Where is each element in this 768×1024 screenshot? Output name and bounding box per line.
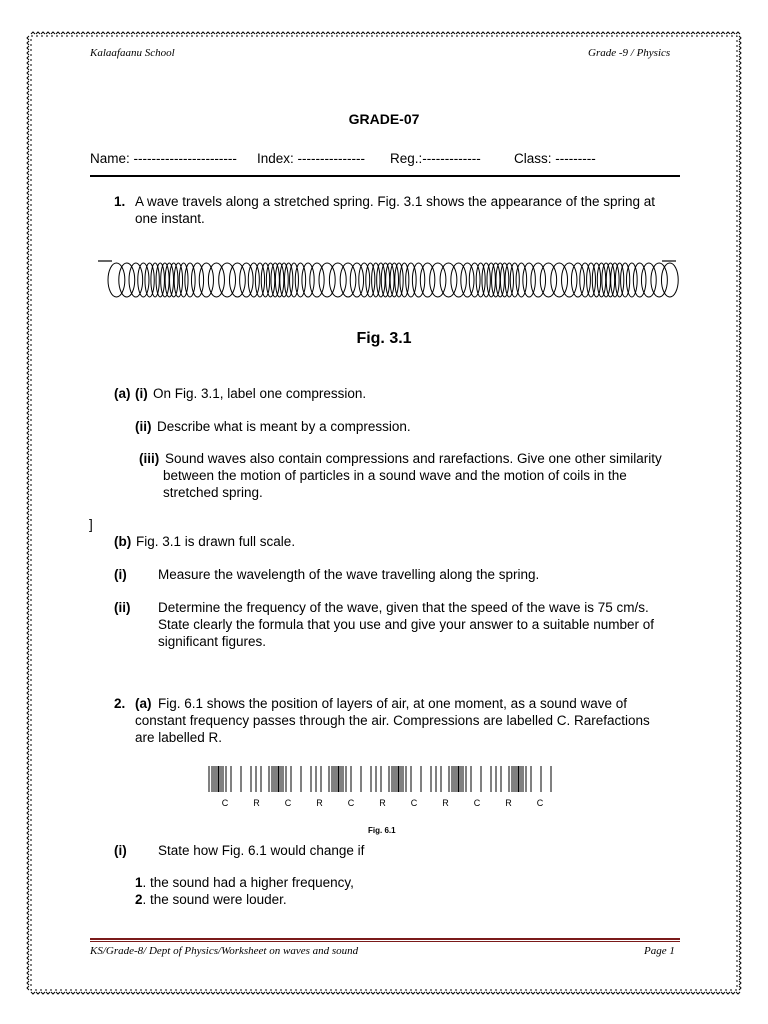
page-title: GRADE-07 — [348, 111, 420, 127]
q1-text-line1: A wave travels along a stretched spring. Fig. 3.1 shows the appearance of the spring at — [135, 194, 656, 209]
layer-label: C — [536, 798, 544, 808]
q2-item-1 — [135, 874, 354, 891]
q1b-ii-line1: Determine the frequency of the wave, given that the speed of the wave is 75 cm/s. — [158, 600, 649, 615]
name-field: Name: ----------------------- — [90, 151, 237, 166]
layer-label: C — [284, 798, 292, 808]
q1a-ii-label: (ii) — [135, 419, 152, 434]
q1a-i-label: (i) — [135, 386, 148, 401]
q1a-i-text: On Fig. 3.1, label one compression. — [153, 386, 367, 401]
q2-item-1-text: . the sound had a higher frequency, — [142, 875, 354, 890]
q1a-iii-label: (iii) — [139, 451, 160, 466]
q1a-iii-line1: Sound waves also contain compressions and rarefactions. Give one other similarity — [165, 451, 662, 466]
layer-label: R — [442, 798, 449, 808]
q1a-iii-line2: between the motion of particles in a sound wave and the motion of coils in the — [163, 468, 627, 483]
index-field: Index: --------------- — [257, 151, 365, 166]
footer-rule-top — [90, 938, 680, 940]
q1-text-line2: one instant. — [135, 211, 205, 226]
q1a-ii-text: Describe what is meant by a compression. — [157, 419, 411, 434]
layer-label: R — [316, 798, 323, 808]
q2-i-text: State how Fig. 6.1 would change if — [158, 843, 365, 858]
reg-field: Reg.:------------- — [390, 151, 481, 166]
layer-label: C — [221, 798, 229, 808]
footer-page: Page 1 — [644, 945, 675, 957]
grade-subject: Grade -9 / Physics — [588, 47, 671, 59]
q1b-ii-label: (ii) — [114, 600, 131, 615]
footer-rule-bottom — [90, 941, 680, 942]
q1b-ii-line2: State clearly the formula that you use and give your answer to a suitable number of — [158, 617, 655, 632]
layer-label: R — [505, 798, 512, 808]
q2-item-2 — [135, 891, 287, 908]
q2-item-2-num: 2 — [135, 892, 143, 907]
q2a-line2: constant frequency passes through the air. Compressions are labelled C. Rarefactions — [135, 713, 650, 728]
q2-item-2-text: . the sound were louder. — [142, 892, 287, 907]
q1a-label: (a) — [114, 386, 131, 401]
footer-left: KS/Grade-8/ Dept of Physics/Worksheet on waves and sound — [90, 945, 359, 957]
q2-item-1-num: 1 — [135, 875, 143, 890]
q1b-text: Fig. 3.1 is drawn full scale. — [136, 534, 296, 549]
fig-3-1-caption: Fig. 3.1 — [356, 330, 412, 347]
q2a-line1: Fig. 6.1 shows the position of layers of air, at one moment, as a sound wave of — [158, 696, 628, 711]
layer-label: C — [347, 798, 355, 808]
q1a-iii-line3: stretched spring. — [163, 485, 263, 500]
q2-number: 2. — [114, 696, 126, 711]
stray-bracket: ] — [89, 517, 93, 532]
school-name: Kalaafaanu School — [90, 47, 175, 59]
class-field: Class: --------- — [514, 151, 596, 166]
air-layers-figure — [205, 764, 565, 812]
layer-label: C — [410, 798, 418, 808]
layer-label: C — [473, 798, 481, 808]
spring-figure — [90, 252, 685, 304]
q1b-i-text: Measure the wavelength of the wave travelling along the spring. — [158, 567, 540, 582]
q2a-label: (a) — [135, 696, 152, 711]
header-rule — [90, 175, 680, 177]
q1-number: 1. — [114, 194, 126, 209]
layer-label: R — [253, 798, 260, 808]
layer-label: R — [379, 798, 386, 808]
fig-6-1-caption: Fig. 6.1 — [368, 826, 396, 835]
q1b-i-label: (i) — [114, 567, 127, 582]
q1b-label: (b) — [114, 534, 132, 549]
q2-i-label: (i) — [114, 843, 127, 858]
q1b-ii-line3: significant figures. — [158, 634, 267, 649]
q2a-line3: are labelled R. — [135, 730, 223, 745]
